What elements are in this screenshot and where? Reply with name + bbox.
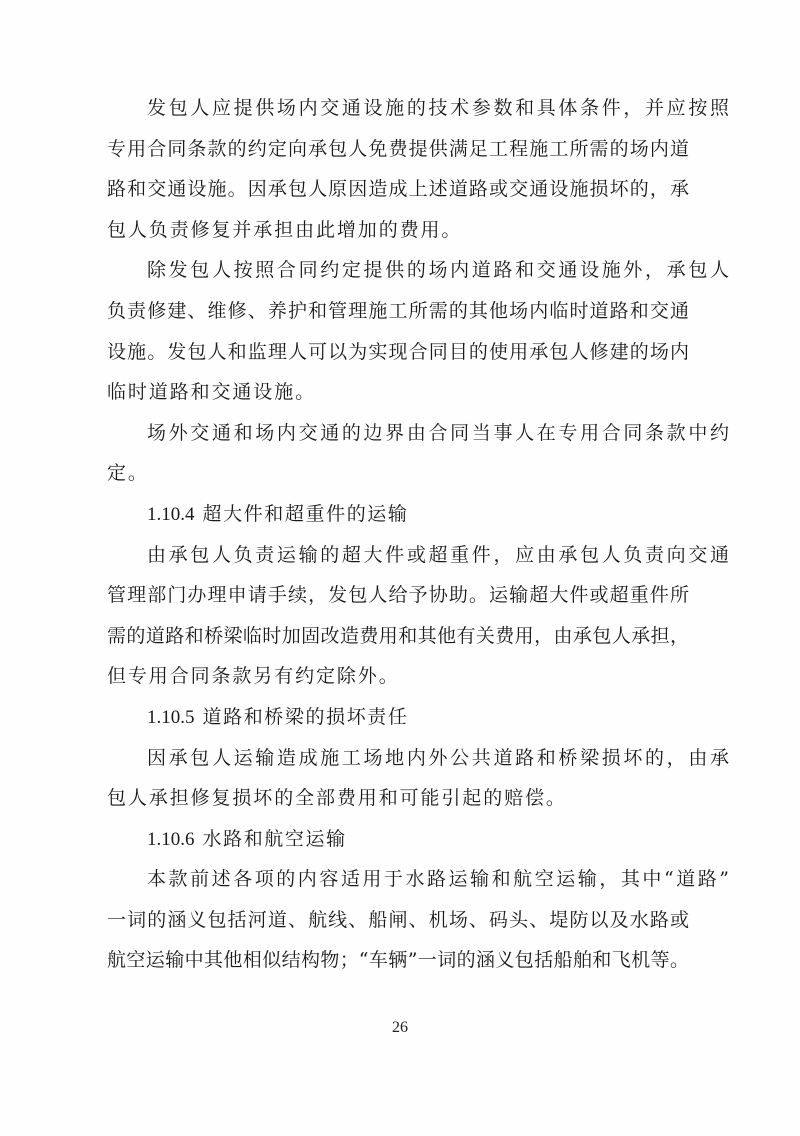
section-number: 1.10.4 [147, 503, 195, 525]
paragraph-line: 发包人应提供场内交通设施的技术参数和具体条件，并应按照 [147, 97, 729, 119]
paragraph-line: 负责修建、维修、养护和管理施工所需的其他场内临时道路和交通 [107, 299, 689, 322]
paragraph-line: 设施。发包人和监理人可以为实现合同目的使用承包人修建的场内 [107, 340, 689, 363]
paragraph-line: 定。 [107, 462, 149, 485]
paragraph-line: 临时道路和交通设施。 [107, 381, 317, 404]
section-heading [107, 504, 689, 524]
paragraph-line: 但专用合同条款另有约定除外。 [107, 665, 400, 688]
paragraph-line: 除发包人按照合同约定提供的场内道路和交通设施外，承包人 [147, 259, 729, 282]
paragraph-line: 路和交通设施。因承包人原因造成上述道路或交通设施损坏的，承 [107, 178, 689, 201]
section-number: 1.10.5 [147, 706, 195, 728]
paragraph-line: 需的道路和桥梁临时加固改造费用和其他有关费用，由承包人承担， [107, 624, 689, 647]
paragraph-line: 场外交通和场内交通的边界由合同当事人在专用合同条款中约 [147, 421, 729, 444]
paragraph-line: 由承包人负责运输的超大件或超重件，应由承包人负责向交通 [147, 543, 729, 566]
body-text [107, 97, 729, 991]
page-number: 26 [392, 1019, 408, 1036]
section-number: 1.10.6 [147, 828, 195, 850]
paragraph-line: 航空运输中其他相似结构物；“车辆”一词的涵义包括船舶和飞机等。 [107, 949, 689, 972]
paragraph-line: 本款前述各项的内容适用于水路运输和航空运输，其中“道路” [147, 868, 729, 891]
paragraph-line: 包人承担修复损坏的全部费用和可能引起的赔偿。 [107, 787, 567, 810]
paragraph-line: 专用合同条款的约定向承包人免费提供满足工程施工所需的场内道 [107, 137, 689, 160]
paragraph-line: 一词的涵义包括河道、航线、船闸、机场、码头、堤防以及水路或 [107, 908, 689, 931]
section-title: 水路和航空运输 [202, 827, 347, 850]
paragraph-line: 因承包人运输造成施工场地内外公共道路和桥梁损坏的，由承 [147, 746, 729, 769]
section-heading [107, 829, 689, 849]
section-title: 道路和桥梁的损坏责任 [202, 705, 409, 728]
section-title: 超大件和超重件的运输 [202, 502, 409, 525]
paragraph-line: 包人负责修复并承担由此增加的费用。 [107, 218, 463, 241]
paragraph-line: 管理部门办理申请手续，发包人给予协助。运输超大件或超重件所 [107, 584, 689, 607]
section-heading [107, 707, 689, 727]
